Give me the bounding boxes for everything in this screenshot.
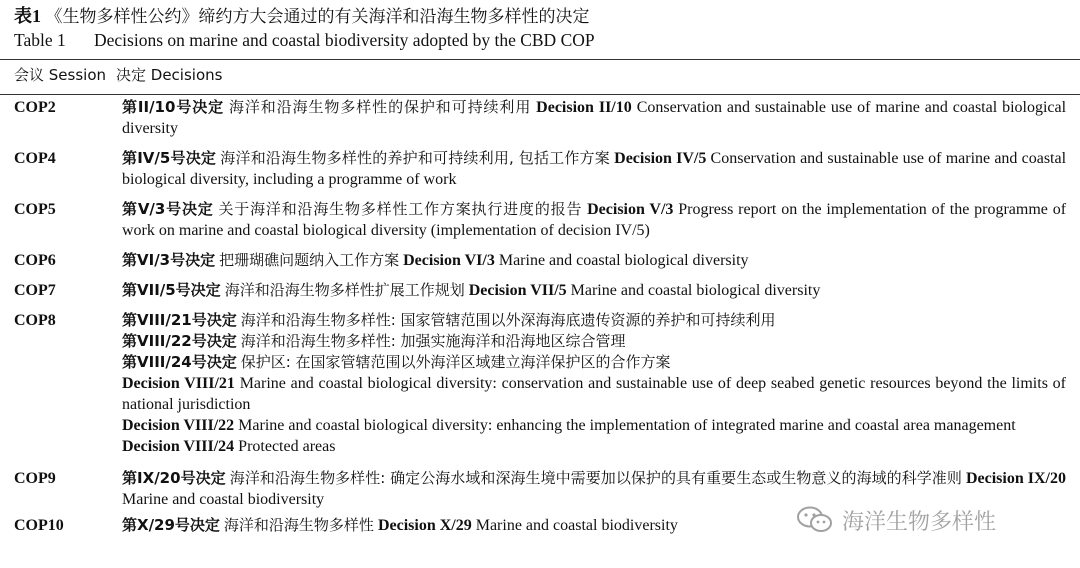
decision-cell xyxy=(122,250,1066,271)
table-caption xyxy=(14,4,1066,51)
watermark-text: 海洋生物多样性 xyxy=(842,509,997,535)
table-row xyxy=(0,310,1080,457)
table-row xyxy=(0,250,1080,271)
decision-label-en: Decision IX/20 xyxy=(965,470,1066,487)
decision-text-en: Conservation and sustainable use of marine and coastal biological diversity xyxy=(122,99,1067,137)
session-cell: COP10 xyxy=(14,517,64,534)
decision-cell xyxy=(122,310,1066,331)
table-row xyxy=(0,148,1080,190)
decision-label-en: Decision VII/5 xyxy=(468,282,567,299)
table-header-rule xyxy=(0,94,1080,95)
decision-label-cn: 第VIII/21号决定 xyxy=(122,311,237,329)
decision-label-en: Decision VIII/21 xyxy=(122,375,235,392)
decision-cell xyxy=(122,415,1066,436)
decision-cell xyxy=(122,352,1066,373)
decision-label-en: Decision II/10 xyxy=(536,99,632,116)
decision-label-cn: 第VIII/24号决定 xyxy=(122,353,237,371)
decision-cell xyxy=(122,199,1066,241)
decision-text-cn: 海洋和沿海生物多样性: 国家管辖范围以外深海海底遗传资源的养护和可持续利用 xyxy=(240,311,776,329)
caption-label-cn: 表1 xyxy=(14,6,41,26)
decision-text-en: Marine and coastal biodiversity xyxy=(475,517,678,534)
decision-label-cn: 第II/10号决定 xyxy=(122,98,225,116)
table-body xyxy=(0,97,1080,536)
decision-text-en: Progress report on the implementation of the programme of work on marine and coastal biological diversity (implementation of decision IV/5) xyxy=(122,201,1067,239)
decision-label-cn: 第VI/3号决定 xyxy=(122,251,216,269)
decision-label-en: Decision IV/5 xyxy=(614,150,707,167)
caption-title-en: Decisions on marine and coastal biodiversity adopted by the CBD COP xyxy=(94,30,595,50)
session-cell: COP4 xyxy=(14,150,56,167)
decision-label-cn: 第X/29号决定 xyxy=(122,516,220,534)
decision-text-cn: 海洋和沿海生物多样性的保护和可持续利用 xyxy=(228,98,532,116)
decision-text-cn: 海洋和沿海生物多样性扩展工作规划 xyxy=(224,281,465,299)
session-cell: COP6 xyxy=(14,252,56,269)
table-row xyxy=(0,97,1080,139)
decision-label-en: Decision VIII/24 xyxy=(122,438,235,455)
decision-text-en: Protected areas xyxy=(238,438,336,455)
decision-text-cn: 海洋和沿海生物多样性的养护和可持续利用, 包括工作方案 xyxy=(220,149,610,167)
decision-cell xyxy=(122,148,1066,190)
table-row xyxy=(0,199,1080,241)
session-cell: COP2 xyxy=(14,99,56,116)
decision-cell xyxy=(122,97,1066,139)
decision-label-cn: 第IX/20号决定 xyxy=(122,469,226,487)
header-session: 会议 Session xyxy=(14,66,106,84)
decision-label-cn: 第V/3号决定 xyxy=(122,200,214,218)
wechat-icon xyxy=(796,506,834,534)
watermark xyxy=(796,506,996,534)
caption-label-en: Table 1 xyxy=(14,30,66,50)
table-row xyxy=(0,280,1080,301)
table-top-rule xyxy=(0,59,1080,60)
decision-text-en: Marine and coastal biodiversity xyxy=(122,491,325,508)
caption-english xyxy=(14,29,1066,51)
decision-label-en: Decision X/29 xyxy=(377,517,472,534)
decision-text-en: Marine and coastal biological diversity: enhancing the implementation of integrated marine and coastal area management xyxy=(238,417,1016,434)
decision-text-en: Conservation and sustainable use of marine and coastal biological diversity, including a programme of work xyxy=(122,150,1067,188)
decision-label-cn: 第VIII/22号决定 xyxy=(122,332,237,350)
decision-text-cn: 海洋和沿海生物多样性: 确定公海水域和深海生境中需要加以保护的具有重要生态或生物意义的海域的科学准则 xyxy=(229,469,962,487)
decision-text-cn: 海洋和沿海生物多样性: 加强实施海洋和沿海地区综合管理 xyxy=(240,332,626,350)
decision-cell xyxy=(122,331,1066,352)
decision-cell xyxy=(122,436,1066,457)
decision-label-cn: 第IV/5号决定 xyxy=(122,149,217,167)
decision-text-cn: 保护区: 在国家管辖范围以外海洋区域建立海洋保护区的合作方案 xyxy=(240,353,671,371)
table-header xyxy=(14,64,222,87)
session-cell: COP8 xyxy=(14,312,56,329)
decision-label-cn: 第VII/5号决定 xyxy=(122,281,221,299)
decision-cell xyxy=(122,373,1066,415)
decision-label-en: Decision V/3 xyxy=(587,201,674,218)
decision-cell xyxy=(122,280,1066,301)
caption-chinese xyxy=(14,4,1066,29)
decision-label-en: Decision VIII/22 xyxy=(122,417,235,434)
session-cell: COP9 xyxy=(14,470,56,487)
caption-title-cn: 《生物多样性公约》缔约方大会通过的有关海洋和沿海生物多样性的决定 xyxy=(45,7,590,27)
decision-text-en: Marine and coastal biological diversity xyxy=(570,282,821,299)
session-cell: COP5 xyxy=(14,201,56,218)
decision-label-en: Decision VI/3 xyxy=(403,252,495,269)
decision-text-cn: 海洋和沿海生物多样性 xyxy=(223,516,374,534)
header-decisions: 决定 Decisions xyxy=(116,66,223,84)
decision-text-en: Marine and coastal biological diversity xyxy=(498,252,749,269)
decision-text-en: Marine and coastal biological diversity: conservation and sustainable use of deep seabed genetic resources beyond the limits of national jurisdiction xyxy=(122,375,1067,413)
session-cell: COP7 xyxy=(14,282,56,299)
decision-text-cn: 关于海洋和沿海生物多样性工作方案执行进度的报告 xyxy=(218,200,583,218)
decision-text-cn: 把珊瑚礁问题纳入工作方案 xyxy=(219,251,400,269)
